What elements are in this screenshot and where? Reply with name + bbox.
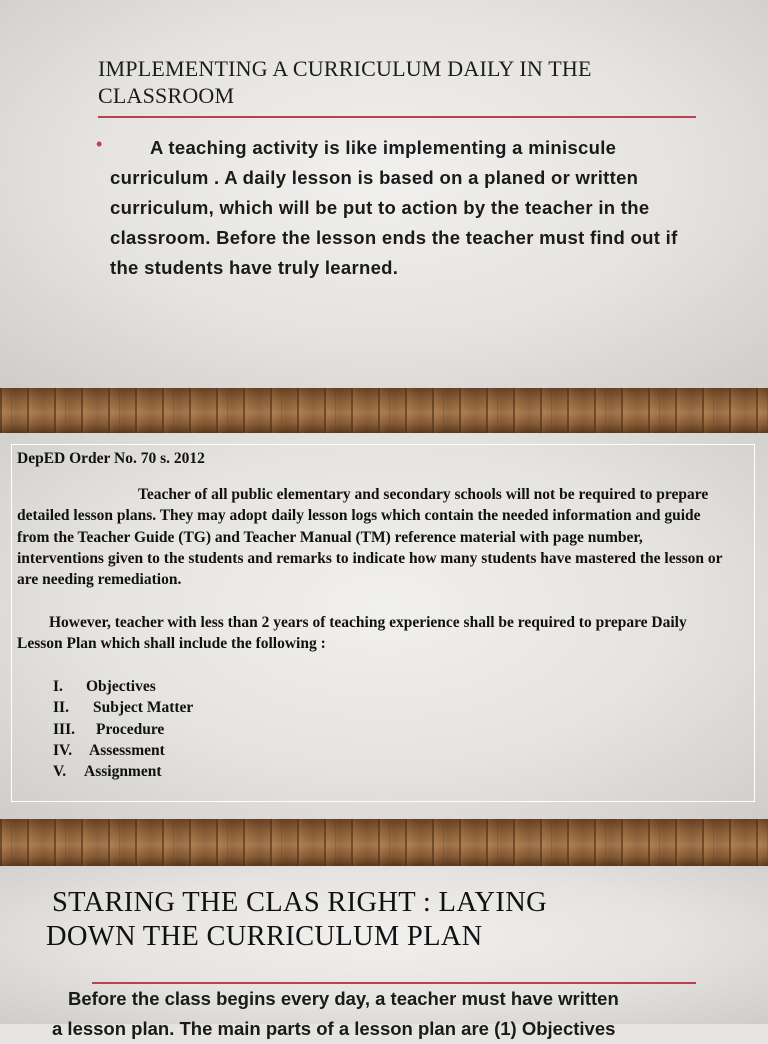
list-item-label: Assessment	[89, 741, 165, 759]
slide-3-body-line-1: Before the class begins every day, a teacher must have written	[68, 988, 619, 1009]
slide-3-title-line-2: DOWN THE CURRICULUM PLAN	[46, 921, 483, 952]
slide-2	[0, 433, 768, 819]
list-item	[53, 761, 193, 782]
list-item	[53, 676, 193, 697]
bullet-icon: •	[96, 134, 103, 154]
list-item	[53, 740, 193, 761]
list-item-label: Procedure	[96, 720, 165, 738]
slide-3-title	[46, 886, 686, 954]
list-item-label: Assignment	[84, 763, 162, 781]
wood-floor-divider	[0, 819, 768, 866]
order-paragraph-2: However, teacher with less than 2 years of teaching experience shall be required to prepare Daily Lesson Plan which shall include the following :	[17, 614, 687, 653]
list-item-number: II.	[53, 699, 69, 717]
slide-3-title-line-1: STARING THE CLAS RIGHT : LAYING	[52, 887, 547, 918]
slide-1-body: A teaching activity is like implementing a miniscule curriculum . A daily lesson is based on a planed or written curriculum, which will be put to action by the teacher in the classroom. Before the lesson ends the teacher must find out if the students have truly learned.	[110, 137, 678, 278]
lesson-plan-parts-list	[53, 676, 193, 782]
list-item-label: Objectives	[86, 678, 156, 695]
slide-1	[0, 0, 768, 388]
order-paragraph-1: Teacher of all public elementary and secondary schools will not be required to prepare detailed lesson plans. They may adopt daily lesson logs which contain the needed information and guide from the Teacher Guide (TG) and Teacher Manual (TM) reference material with page number, interventions given to the students and remarks to indicate how many students have mastered the lesson or are needing remediation.	[17, 486, 723, 589]
list-item	[53, 697, 193, 718]
title-divider	[98, 116, 696, 118]
slide-3	[0, 866, 768, 1039]
slide-1-title: IMPLEMENTING A CURRICULUM DAILY IN THE CLASSROOM	[98, 56, 592, 108]
list-item-number: IV.	[53, 741, 73, 759]
list-item-number: I.	[53, 678, 63, 695]
list-item-label: Subject Matter	[93, 699, 194, 717]
wood-floor-divider	[0, 388, 768, 433]
list-item	[53, 719, 193, 740]
slide-3-body-line-2: a lesson plan. The main parts of a lesson plan are (1) Objectives	[52, 1018, 616, 1039]
order-title: DepED Order No. 70 s. 2012	[17, 450, 205, 467]
list-item-number: V.	[53, 763, 67, 781]
slide-3-body	[52, 984, 748, 1044]
list-item-number: III.	[53, 720, 75, 738]
